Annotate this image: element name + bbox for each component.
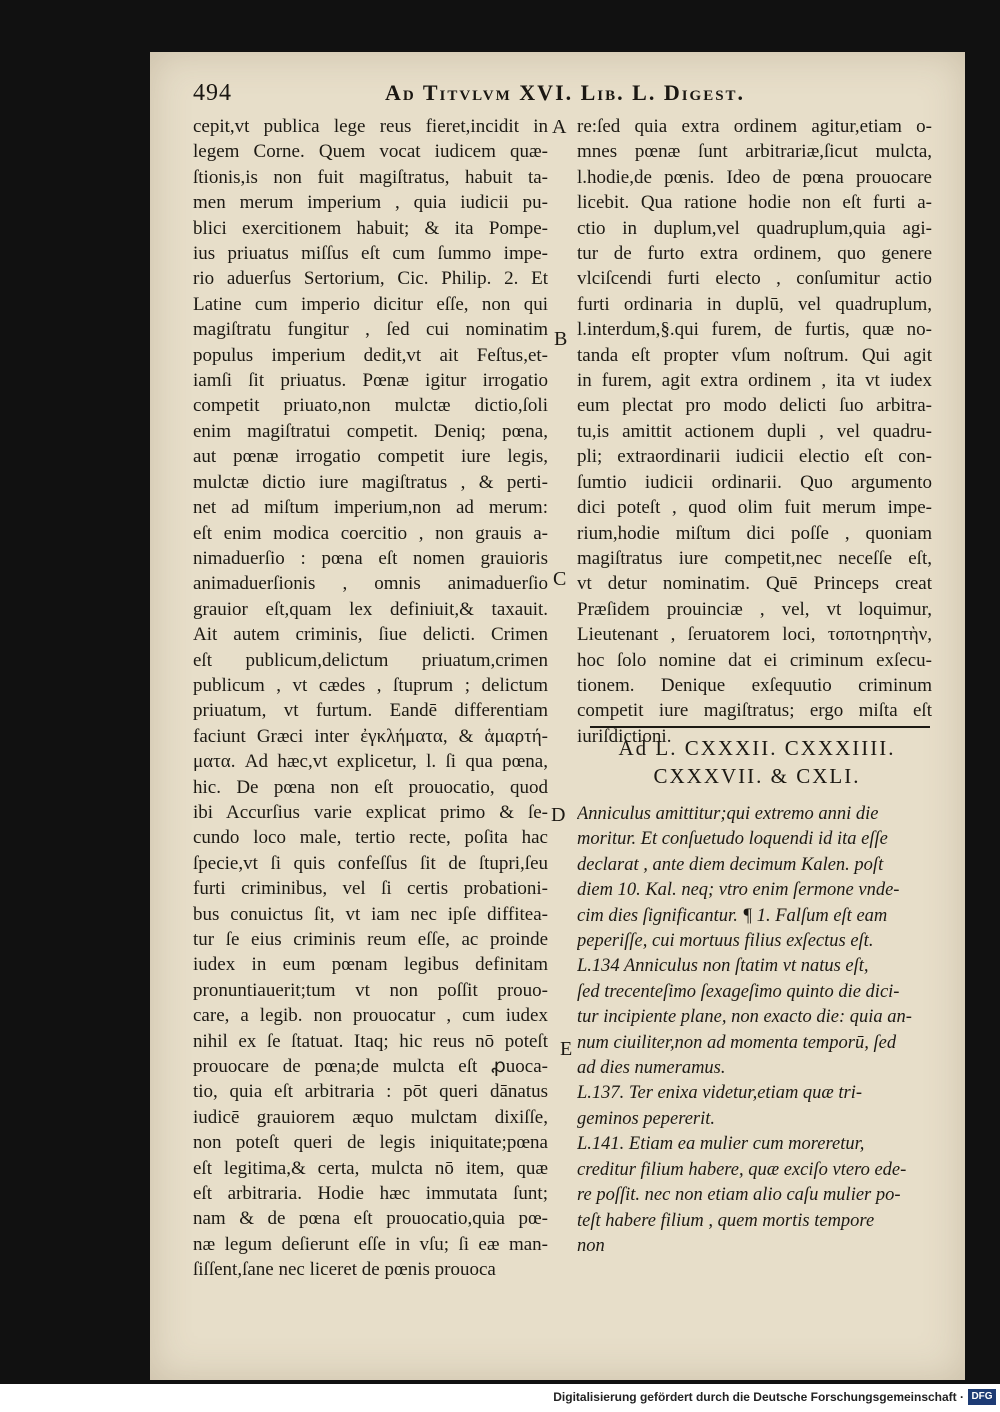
section-line: re poſſit. nec non etiam alio caſu mulier po- bbox=[577, 1185, 901, 1206]
text-line: eſt publicum,delictum priuatum,crimen bbox=[193, 649, 548, 671]
section-line: ad dies numeramus. bbox=[577, 1058, 726, 1079]
text-line: mulctæ dictio iure magiſtratus , & perti- bbox=[193, 471, 548, 493]
text-line: dici poteſt , quod olim fuit merum impe- bbox=[577, 497, 932, 519]
text-line: rio aduerſus Sertorium, Cic. Philip. 2. Et bbox=[193, 268, 548, 290]
text-line: pli; extraordinarii iudicii electio eſt con- bbox=[577, 446, 932, 468]
text-line: nimaduerſio : pœna eſt nomen grauioris bbox=[193, 547, 548, 569]
text-line: ctio in duplum,vel quadruplum,quia agi- bbox=[577, 217, 932, 239]
text-line: nam & de pœna eſt prouocatio,quia pœ- bbox=[193, 1208, 548, 1230]
text-line: vt detur nominatim. Quē Princeps creat bbox=[577, 573, 932, 595]
text-line: licebit. Qua ratione hodie non eſt furti a- bbox=[577, 192, 932, 214]
margin-letter-c: C bbox=[553, 568, 567, 590]
text-line: cepit,vt publica lege reus fieret,incidit in bbox=[193, 116, 548, 137]
text-line: eſt enim modica coercitio , non grauis a- bbox=[193, 522, 548, 544]
text-line: ματα. Ad hæc,vt explicetur, l. ſi qua pœna, bbox=[193, 751, 548, 773]
section-line: Anniculus amittitur;qui extremo anni die bbox=[577, 804, 879, 824]
margin-letter-d: D bbox=[551, 804, 566, 826]
section-line: declarat , ante diem decimum Kalen. poſt bbox=[577, 854, 884, 875]
text-line: eſt arbitraria. Hodie hæc immutata ſunt; bbox=[193, 1183, 548, 1205]
footer-credit: Digitalisierung gefördert durch die Deutsche Forschungsgemeinschaft · bbox=[553, 1390, 964, 1404]
margin-letter-e: E bbox=[560, 1038, 573, 1060]
text-line: legem Corne. Quem vocat iudicem quæ- bbox=[193, 141, 548, 163]
page-number: 494 bbox=[193, 80, 232, 106]
text-line: ſumtio iudicii ordinarii. Quo argumento bbox=[577, 471, 932, 493]
text-line: tu,is amittit actionem dupli , vel quadru- bbox=[577, 420, 932, 442]
text-line: ſtionis,is non fuit magiſtratus, habuit ta- bbox=[193, 166, 548, 188]
text-line: blici exercitionem habuit; & ita Pompe- bbox=[193, 217, 548, 239]
section-line: geminos pepererit. bbox=[577, 1108, 716, 1129]
section-heading bbox=[577, 734, 937, 790]
text-line: in furem, agit extra ordinem , ita vt iudex bbox=[577, 370, 932, 392]
section-line: non bbox=[577, 1235, 605, 1256]
text-line: hoc ſolo nomine dat ei criminum exſecu- bbox=[577, 649, 932, 671]
text-line: care, a legib. non prouocatur , cum iudex bbox=[193, 1005, 548, 1027]
page-header bbox=[185, 80, 965, 112]
text-line: faciunt Græci inter ἐγκλήματα, & ἁμαρτή- bbox=[193, 725, 548, 747]
section-line: tur incipiente plane, non exacto die: quia an- bbox=[577, 1007, 912, 1028]
section-heading-line: CXXXVII. & CXLI. bbox=[653, 764, 861, 788]
section-text bbox=[577, 802, 932, 1259]
text-line: ſpecie,vt ſi quis confeſſus ſit de ſtupri,ſeu bbox=[193, 852, 548, 874]
text-line: rium,hodie miſtum dici poſſe , quoniam bbox=[577, 522, 932, 544]
text-line: bus conuictus ſit, vt iam nec ipſe diffitea- bbox=[193, 903, 548, 925]
text-line: l.interdum,§.qui furem, de furtis, quæ no- bbox=[577, 319, 932, 341]
left-text-column bbox=[193, 114, 548, 1283]
section-line: moritur. Et conſuetudo loquendi id ita eſſe bbox=[577, 829, 888, 850]
text-line: Lieutenant , ſeruatorem loci, τοποτηρητὴν, bbox=[577, 624, 932, 646]
section-line: L.134 Anniculus non ſtatim vt natus eſt, bbox=[577, 956, 869, 977]
dfg-logo: DFG bbox=[968, 1389, 996, 1405]
text-line: non poteſt queri de legis iniquitate;pœna bbox=[193, 1132, 548, 1154]
margin-letter-b: B bbox=[554, 328, 568, 350]
text-line: tio, quia eſt arbitraria : pōt queri dānatus bbox=[193, 1081, 548, 1103]
section-line: creditur filium habere, quæ exciſo vtero ede- bbox=[577, 1159, 907, 1180]
text-line: ibi Accurſius varie explicat primo & ſe- bbox=[193, 801, 548, 823]
text-line: Ait autem criminis, ſiue delicti. Crimen bbox=[193, 624, 548, 646]
text-line: men merum imperium , quia iudicii pu- bbox=[193, 192, 548, 214]
text-line: competit iure magiſtratus; ergo miſta eſt bbox=[577, 700, 932, 722]
text-line: Latine cum imperio dicitur eſſe, non qui bbox=[193, 293, 548, 315]
text-line: nihil ex ſe ſtatuat. Itaq; hic reus nō poteſt bbox=[193, 1030, 548, 1052]
text-line: enim magiſtratui competit. Deniq; pœna, bbox=[193, 420, 548, 442]
running-title: Ad Titvlvm XVI. Lib. L. Digest. bbox=[385, 80, 746, 105]
text-line: iamſi ſit priuatus. Pœnæ igitur irrogatio bbox=[193, 370, 548, 392]
text-line: iudicē grauiorem æquo mulctam dixiſſe, bbox=[193, 1106, 548, 1128]
section-rule bbox=[590, 726, 930, 728]
text-line: hic. De pœna non eſt prouocatio, quod bbox=[193, 776, 548, 798]
text-line: tur de furto extra ordinem, quo genere bbox=[577, 243, 932, 265]
text-line: iudex in eum pœnam legibus definitam bbox=[193, 954, 548, 976]
text-line: furti criminibus, vel ſi certis probationi- bbox=[193, 878, 548, 900]
right-text-column bbox=[577, 114, 932, 749]
text-line: ſiſſent,ſane nec liceret de pœnis prouoca bbox=[193, 1259, 496, 1281]
text-line: magiſtratu fungitur , ſed cui nominatim bbox=[193, 319, 548, 341]
section-line: num ciuiliter,non ad momenta temporū, ſed bbox=[577, 1032, 897, 1053]
text-line: re:ſed quia extra ordinem agitur,etiam o- bbox=[577, 116, 932, 137]
section-line: ſed trecenteſimo ſexageſimo quinto die dici- bbox=[577, 981, 900, 1002]
text-line: priuatum, vt furtum. Eandē differentiam bbox=[193, 700, 548, 722]
text-line: publicum , vt cædes , ſtuprum ; delictum bbox=[193, 674, 548, 696]
section-line: L.141. Etiam ea mulier cum moreretur, bbox=[577, 1134, 865, 1155]
text-line: grauior eſt,quam lex definiuit,& taxauit. bbox=[193, 598, 548, 620]
footer-bar bbox=[0, 1384, 1000, 1412]
text-line: vlciſcendi furti electo , conſumitur actio bbox=[577, 268, 932, 290]
section-line: cim dies ſignificantur. ¶ 1. Falſum eſt eam bbox=[577, 905, 888, 926]
text-line: Præſidem prouinciæ , vel, vt loquimur, bbox=[577, 598, 932, 620]
section-line: teſt habere filium , quem mortis tempore bbox=[577, 1210, 875, 1231]
margin-letter-a: A bbox=[552, 116, 567, 138]
section-line: L.137. Ter enixa videtur,etiam quæ tri- bbox=[577, 1083, 863, 1104]
text-line: ius priuatus miſſus eſt cum ſummo impe- bbox=[193, 243, 548, 265]
text-line: competit priuato,non mulctæ dictio,ſoli bbox=[193, 395, 548, 417]
text-line: tanda eſt propter vſum noſtrum. Qui agit bbox=[577, 344, 932, 366]
section-line: diem 10. Kal. neq; vtro enim ſermone vnde- bbox=[577, 880, 900, 901]
text-line: eſt legitima,& certa, mulcta nō item, quæ bbox=[193, 1157, 548, 1179]
text-line: næ legum deſierunt eſſe in vſu; ſi eæ man- bbox=[193, 1233, 548, 1255]
text-line: l.hodie,de pœnis. Ideo de pœna prouocare bbox=[577, 166, 932, 188]
text-line: eum plectat pro modo delicti ſuo arbitra- bbox=[577, 395, 932, 417]
text-line: tionem. Denique exſequutio criminum bbox=[577, 674, 932, 696]
text-line: aut pœnæ irrogatio competit iure legis, bbox=[193, 446, 548, 468]
section-line: peperiſſe, cui mortuus filius exſectus eſt. bbox=[577, 931, 874, 952]
text-line: net ad miſtum imperium,non ad merum: bbox=[193, 497, 548, 519]
text-line: mnes pœnæ ſunt arbitrariæ,ſicut mulcta, bbox=[577, 141, 932, 163]
section-heading-line: Ad L. CXXXII. CXXXIIII. bbox=[618, 736, 896, 760]
text-line: populus imperium dedit,vt ait Feſtus,et- bbox=[193, 344, 548, 366]
text-line: pronuntiauerit;tum vt non poſſit prouo- bbox=[193, 979, 548, 1001]
text-line: animaduerſionis , omnis animaduerſio bbox=[193, 573, 548, 595]
text-line: cundo loco male, tertio recte, poſita hac bbox=[193, 827, 548, 849]
text-line: furti ordinaria in duplū, vel quadruplum, bbox=[577, 293, 932, 315]
text-line: iuriſdictioni. bbox=[577, 725, 672, 747]
text-line: tur ſe eius criminis reum eſſe, ac proinde bbox=[193, 929, 548, 950]
text-line: magiſtratus iure competit,nec neceſſe eſt, bbox=[577, 547, 932, 569]
text-line: prouocare de pœna;de mulcta eſt ꝓuoca- bbox=[193, 1056, 548, 1078]
